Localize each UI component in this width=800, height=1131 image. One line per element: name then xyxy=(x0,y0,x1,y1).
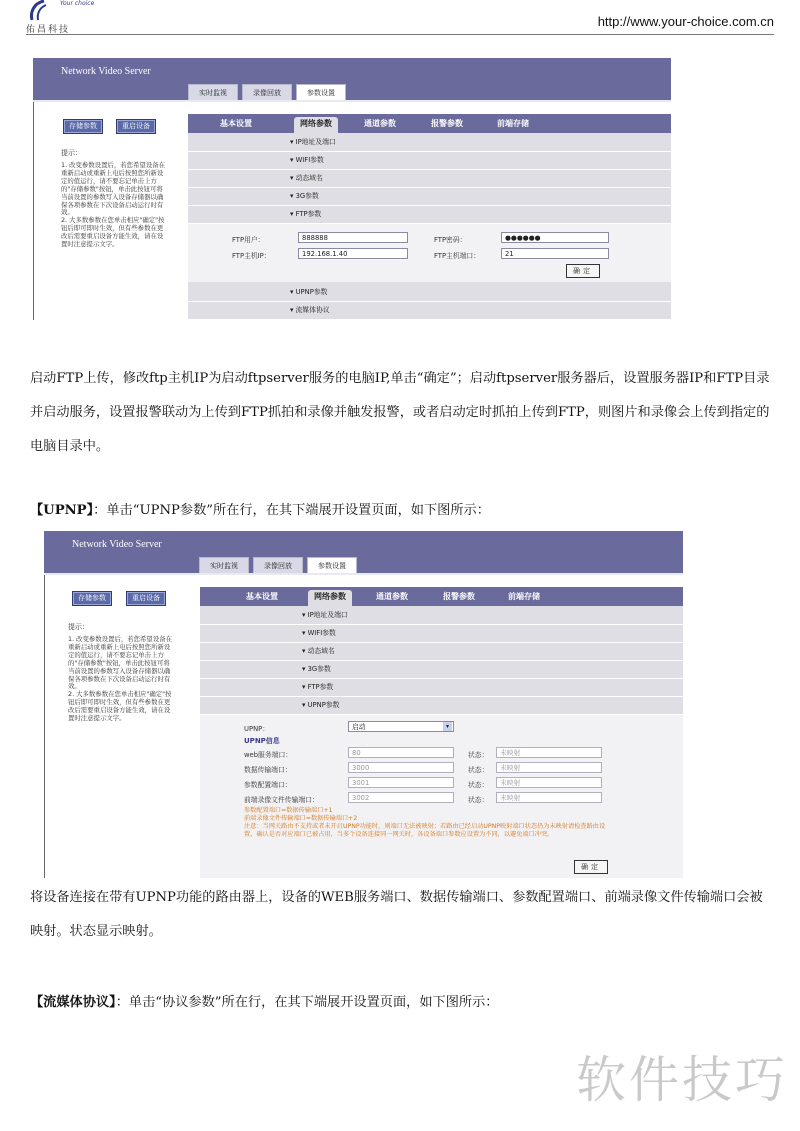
ftp-password-label: FTP密码： xyxy=(434,236,467,244)
section-ftp[interactable]: ▾ FTP参数 xyxy=(188,206,671,224)
save-params-button[interactable]: 存储参数 xyxy=(63,119,103,134)
hint-title-2: 提示： xyxy=(68,623,89,631)
config-port-status-label: 状态： xyxy=(468,781,489,789)
nav-channel-2[interactable]: 通道参数 xyxy=(376,592,408,601)
nav-basic[interactable]: 基本设置 xyxy=(220,119,252,128)
watermark: 软件技巧 xyxy=(576,1051,788,1109)
section-ip-port-2[interactable]: ▾ IP地址及端口 xyxy=(200,607,683,625)
ftp-ok-button[interactable]: 确定 xyxy=(566,264,600,278)
section-wifi-2[interactable]: ▾ WIFI参数 xyxy=(200,625,683,643)
section-upnp[interactable]: ▾ UPNP参数 xyxy=(188,284,671,302)
upnp-info-heading: UPNP信息 xyxy=(244,737,280,745)
section-wifi[interactable]: ▾ WIFI参数 xyxy=(188,152,671,170)
streaming-heading-text: ：单击“协议参数”所在行，在其下端展开设置页面，如下图所示： xyxy=(115,995,499,1010)
tab-live-view-2[interactable]: 实时监视 xyxy=(199,557,249,574)
website-url[interactable]: http://www.your-choice.com.cn xyxy=(597,14,774,29)
logo-text: 佑昌科技 xyxy=(26,25,71,35)
restart-device-button-2[interactable]: 重启设备 xyxy=(126,591,166,606)
paragraph-upnp: 将设备连接在带有UPNP功能的路由器上，设备的WEB服务端口、数据传输端口、参数配置端口、前端录像文件传输端口会被映射。状态显示映射。 xyxy=(30,890,763,939)
streaming-heading xyxy=(30,991,774,1010)
upnp-note-1: 参数配置端口=数据传输端口+1 xyxy=(244,807,333,814)
app-title-2: Network Video Server xyxy=(72,539,162,550)
config-port-input[interactable]: 3001 xyxy=(348,777,454,788)
ftp-user-label: FTP用户： xyxy=(232,236,265,244)
section-upnp-2[interactable]: ▾ UPNP参数 xyxy=(200,697,683,715)
section-ip-port[interactable]: ▾ IP地址及端口 xyxy=(188,134,671,152)
web-port-status: 未映射 xyxy=(496,747,602,758)
data-port-status: 未映射 xyxy=(496,762,602,773)
hint-text-2: 1. 改变参数设置后，若您希望设备在重新启动或重新上电后按照您所新设定的值运行，请不要忘记单击上方的"存储参数"按钮，单击此按钮可将当前设置的参数写入设备存储器以确保各项参数在下次设备启动运行时有效。 2. 大多数参数在您单击相应"确定"按钮后即可即时生效，但有些参数在更改后需要重启设备方能生效，请在设置时注意提示文字。 xyxy=(68,635,172,723)
section-streaming[interactable]: ▾ 流媒体协议 xyxy=(188,302,671,320)
tab-settings[interactable]: 参数设置 xyxy=(296,84,346,101)
upnp-select[interactable]: 启动 ▾ xyxy=(348,721,454,732)
settings-panel-2 xyxy=(200,587,683,878)
data-port-input[interactable]: 3000 xyxy=(348,762,454,773)
chevron-down-icon: ▾ xyxy=(443,722,452,731)
header-divider xyxy=(26,34,774,35)
upnp-label: UPNP： xyxy=(244,725,270,733)
upnp-note-3: 注意：当网关路由不支持或者未开启UPNP功能时，则端口无法被映射；若路由已经启动UPNP映射端口状态仍为未映射请检查路由设置，确认是否对应端口已被占用，当多个设备连接同一网关时，各设备端口参数应设置为不同，以避免端口冲突。 xyxy=(244,823,606,838)
restart-device-button[interactable]: 重启设备 xyxy=(116,119,156,134)
ftp-password-input[interactable]: ●●●●●● xyxy=(501,232,609,243)
record-port-label: 前端录像文件传输端口： xyxy=(244,796,319,804)
tab-settings-2[interactable]: 参数设置 xyxy=(307,557,357,574)
upnp-heading-text: ：单击“UPNP参数”所在行，在其下端展开设置页面，如下图所示： xyxy=(93,503,490,518)
web-port-input[interactable]: 80 xyxy=(348,747,454,758)
ftp-user-input[interactable]: 888888 xyxy=(298,232,408,243)
upnp-heading-bold: 【UPNP】 xyxy=(30,503,94,518)
nav-network-2[interactable]: 网络参数 xyxy=(308,590,352,607)
hint-text: 1. 改变参数设置后，若您希望设备在重新启动或重新上电后按照您所新设定的值运行，请不要忘记单击上方的"存储参数"按钮，单击此按钮可将当前设置的参数写入设备存储器以确保各项参数在下次设备启动运行时有效。 2. 大多数参数在您单击相应"确定"按钮后即可即时生效，但有些参数在更改后需要重启设备方能生效，请在设置时注意提示文字。 xyxy=(61,161,165,249)
hint-title: 提示： xyxy=(61,149,82,157)
section-ftp-2[interactable]: ▾ FTP参数 xyxy=(200,679,683,697)
ftp-form xyxy=(188,224,671,282)
upnp-form xyxy=(200,715,683,878)
data-port-label: 数据传输端口： xyxy=(244,766,292,774)
config-port-status: 未映射 xyxy=(496,777,602,788)
settings-nav-2 xyxy=(200,587,683,606)
tab-playback-2[interactable]: 录像回放 xyxy=(253,557,303,574)
nav-channel[interactable]: 通道参数 xyxy=(364,119,396,128)
ftp-port-label: FTP主机端口： xyxy=(434,252,481,260)
app-title: Network Video Server xyxy=(61,66,151,77)
ftp-host-label: FTP主机IP： xyxy=(232,252,271,260)
tab-playback[interactable]: 录像回放 xyxy=(242,84,292,101)
nav-storage-2[interactable]: 前端存储 xyxy=(508,592,540,601)
record-port-status-label: 状态： xyxy=(468,796,489,804)
upnp-note-2: 前端录像文件传输端口=数据传输端口+2 xyxy=(244,815,358,822)
nav-network[interactable]: 网络参数 xyxy=(294,117,338,134)
app-header-2 xyxy=(44,531,683,573)
web-port-status-label: 状态： xyxy=(468,751,489,759)
nav-basic-2[interactable]: 基本设置 xyxy=(246,592,278,601)
tab-live-view[interactable]: 实时监视 xyxy=(188,84,238,101)
logo-brand: Your choice xyxy=(60,0,95,7)
section-ddns[interactable]: ▾ 动态域名 xyxy=(188,170,671,188)
streaming-heading-bold: 【流媒体协议】 xyxy=(30,995,116,1010)
app-header xyxy=(33,58,671,100)
section-3g[interactable]: ▾ 3G参数 xyxy=(188,188,671,206)
config-port-label: 参数配置端口： xyxy=(244,781,292,789)
section-3g-2[interactable]: ▾ 3G参数 xyxy=(200,661,683,679)
screenshot-ftp xyxy=(33,58,671,320)
nav-alarm-2[interactable]: 报警参数 xyxy=(443,592,475,601)
nav-storage[interactable]: 前端存储 xyxy=(497,119,529,128)
ftp-host-input[interactable]: 192.168.1.40 xyxy=(298,248,408,259)
nav-alarm[interactable]: 报警参数 xyxy=(431,119,463,128)
upnp-ok-button[interactable]: 确定 xyxy=(574,860,608,874)
settings-panel xyxy=(188,114,671,320)
ftp-port-input[interactable]: 21 xyxy=(501,248,609,259)
data-port-status-label: 状态： xyxy=(468,766,489,774)
record-port-status: 未映射 xyxy=(496,792,602,803)
section-ddns-2[interactable]: ▾ 动态域名 xyxy=(200,643,683,661)
screenshot-upnp xyxy=(44,531,683,878)
upnp-heading xyxy=(30,499,774,518)
settings-nav xyxy=(188,114,671,133)
record-port-input[interactable]: 3002 xyxy=(348,792,454,803)
save-params-button-2[interactable]: 存储参数 xyxy=(72,591,112,606)
web-port-label: web服务端口： xyxy=(244,751,293,759)
paragraph-ftp: 启动FTP上传，修改ftp主机IP为启动ftpserver服务的电脑IP,单击“确定”；启动ftpserver服务器后，设置服务器IP和FTP目录并启动服务，设置报警联动为上传到FTP抓拍和录像并触发报警，或者启动定时抓拍上传到FTP，则图片和录像会上传到指定的电脑目录中。 xyxy=(30,371,770,454)
